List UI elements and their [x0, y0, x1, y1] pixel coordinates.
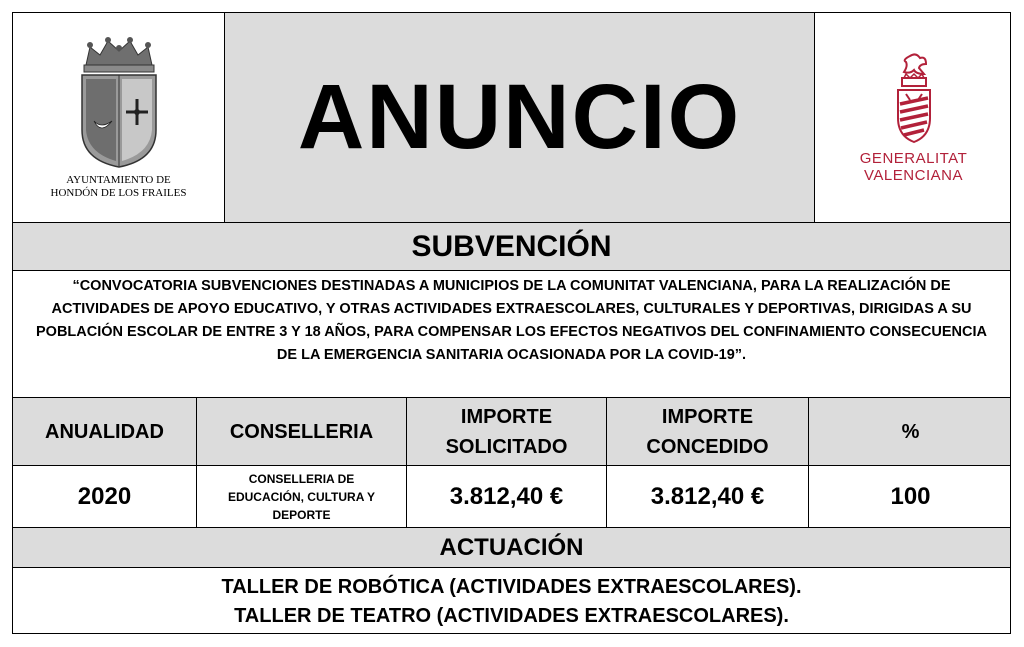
list-item: TALLER DE ROBÓTICA (ACTIVIDADES EXTRAESCOLARES).: [221, 575, 802, 598]
header-importe-concedido: IMPORTE CONCEDIDO: [607, 398, 809, 465]
list-item: TALLER DE TEATRO (ACTIVIDADES EXTRAESCOLARES).: [234, 604, 789, 627]
cell-importe-concedido: 3.812,40 €: [607, 466, 809, 527]
subvencion-title: SUBVENCIÓN: [411, 229, 612, 263]
page-title: ANUNCIO: [297, 66, 742, 168]
header-anualidad: ANUALIDAD: [13, 398, 197, 465]
header-conselleria: CONSELLERIA: [197, 398, 407, 465]
generalitat-line-1: GENERALITAT: [859, 149, 968, 167]
header-row: [13, 13, 1010, 223]
header-importe-solicitado: IMPORTE SOLICITADO: [407, 398, 607, 465]
coat-of-arms-icon: [74, 35, 164, 170]
cell-conselleria: CONSELLERIA DE EDUCACIÓN, CULTURA Y DEPORTE: [197, 466, 407, 527]
cell-anualidad: 2020: [13, 466, 197, 527]
title-panel: [225, 13, 815, 222]
announcement-sheet: [12, 12, 1011, 634]
subvencion-description: “CONVOCATORIA SUBVENCIONES DESTINADAS A MUNICIPIOS DE LA COMUNITAT VALENCIANA, PARA LA REALIZACIÓN DE ACTIVIDADES DE APOYO EDUCATIVO, Y OTRAS ACTIVIDADES EXTRAESCOLARES, CULTURALES Y DEPORTIVAS, DIRIGIDAS A SU POBLACIÓN ESCOLAR DE ENTRE 3 Y 18 AÑOS, PARA COMPENSAR LOS EFECTOS NEGATIVOS DEL CONFINAMIENTO CONSECUENCIA DE LA EMERGENCIA SANITARIA OCASIONADA POR LA COVID-19”.: [13, 271, 1010, 398]
table-header-row: [13, 398, 1010, 466]
town-name-line-1: AYUNTAMIENTO DE: [66, 174, 171, 186]
generalitat-line-2: VALENCIANA: [864, 166, 963, 184]
town-name-line-2: HONDÓN DE LOS FRAILES: [50, 187, 187, 199]
header-percent: %: [901, 420, 920, 443]
actuacion-title: ACTUACIÓN: [439, 533, 584, 561]
generalitat-emblem-icon: [892, 52, 936, 144]
actuacion-heading: [13, 528, 1010, 568]
cell-importe-solicitado: 3.812,40 €: [407, 466, 607, 527]
cell-percent: 100: [890, 482, 931, 510]
table-row: [13, 466, 1010, 528]
actuacion-list: [13, 568, 1010, 635]
town-logo: [13, 13, 225, 222]
subvencion-heading: [13, 223, 1010, 271]
generalitat-logo: [815, 13, 1012, 222]
